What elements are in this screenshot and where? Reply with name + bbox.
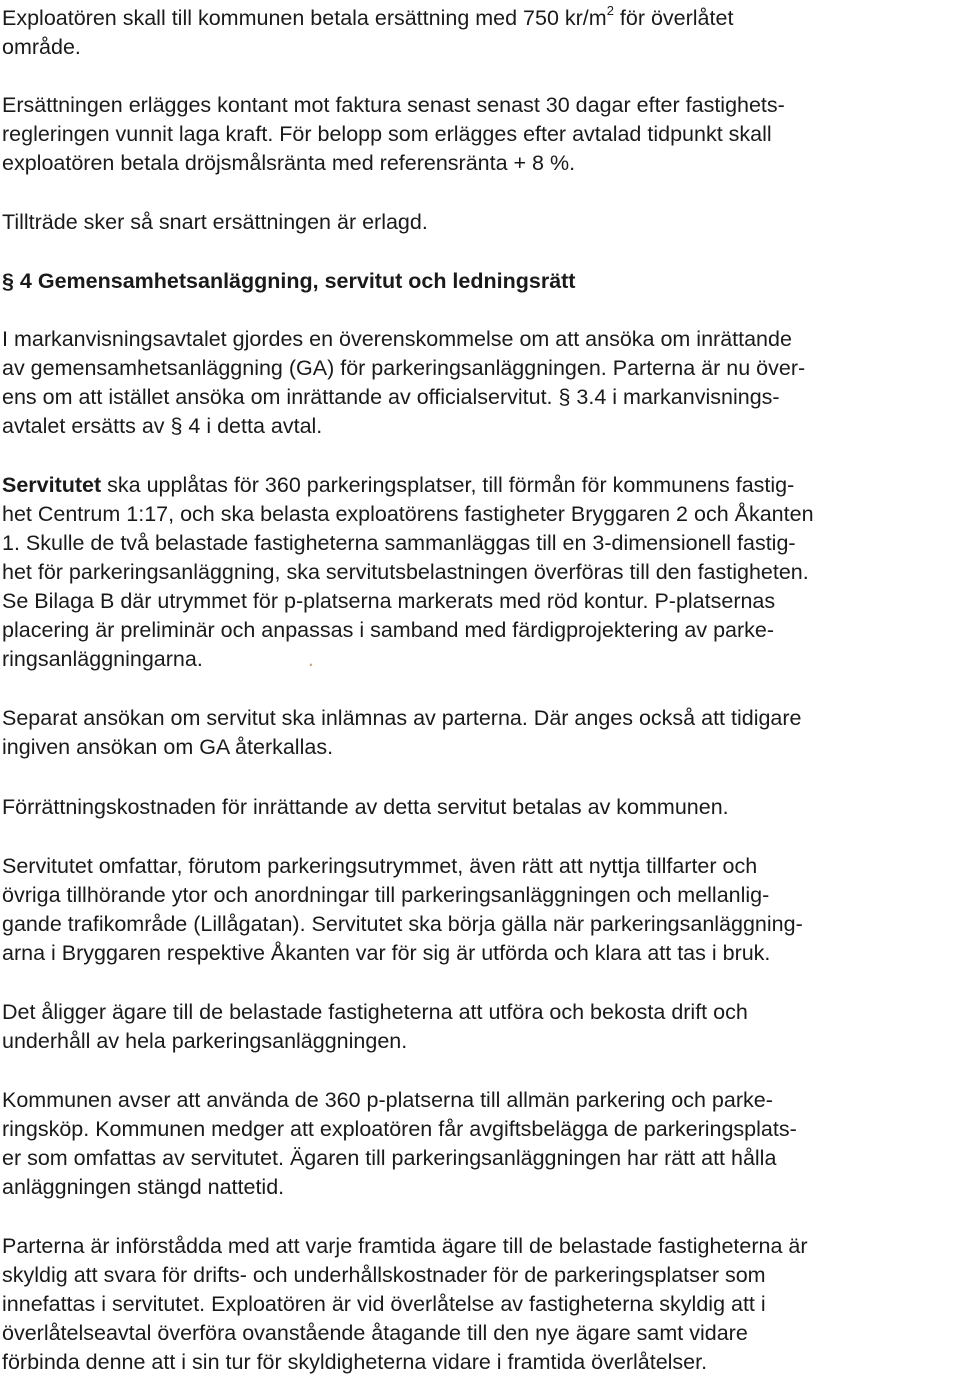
p1-line-1-text: Exploatören skall till kommunen betala ersättning med 750 kr/m (2, 6, 607, 30)
p7-line: Förrättningskostnaden för inrättande av detta servitut betalas av kommunen. (2, 795, 729, 819)
section-heading: § 4 Gemensamhetsanläggning, servitut och ledningsrätt (2, 269, 576, 293)
orange-dot: . (307, 647, 314, 671)
p5-line-3: 1. Skulle de två belastade fastigheterna sammanläggas till en 3-dimensionell fastig- (2, 531, 796, 555)
p9-line-1: Det åligger ägare till de belastade fastigheterna att utföra och bekosta drift och (2, 1000, 748, 1024)
p9-line-2: underhåll av hela parkeringsanläggningen. (2, 1029, 408, 1053)
p6-line-2: ingiven ansökan om GA återkallas. (2, 735, 334, 759)
p4-line-1: I markanvisningsavtalet gjordes en överenskommelse om att ansöka om inrättande (2, 327, 792, 351)
p5-last-line-text: ringsanläggningarna. (2, 647, 203, 671)
p10-line-1: Kommunen avser att använda de 360 p-platserna till allmän parkering och parke- (2, 1088, 773, 1112)
p10-line-4: anläggningen stängd nattetid. (2, 1175, 285, 1199)
p6-line-1: Separat ansökan om servitut ska inlämnas av parterna. Där anges också att tidigare (2, 706, 802, 730)
p5-line-2: het Centrum 1:17, och ska belasta exploatörens fastigheter Bryggaren 2 och Åkanten (2, 502, 814, 526)
p2-line-3: exploatören betala dröjsmålsränta med referensränta + 8 %. (2, 151, 576, 175)
p3-line: Tillträde sker så snart ersättningen är erlagd. (2, 210, 428, 234)
p5-line-6: placering är preliminär och anpassas i samband med färdigprojektering av parke- (2, 618, 775, 642)
p8-line-2: övriga tillhörande ytor och anordningar till parkeringsanläggningen och mellanlig- (2, 883, 770, 907)
p8-line-3: gande trafikområde (Lillågatan). Servitutet ska börja gälla när parkeringsanläggning- (2, 912, 803, 936)
p5-line-4: het för parkeringsanläggning, ska servitutsbelastningen överföras till den fastigheten. (2, 560, 809, 584)
p11-line-5: förbinda denne att i sin tur för skyldigheterna vidare i framtida överlåtelser. (2, 1350, 708, 1374)
p10-line-2: ringsköp. Kommunen medger att exploatören får avgiftsbelägga de parkeringsplats- (2, 1117, 797, 1141)
p11-line-2: skyldig att svara för drifts- och underhållskostnader för de parkeringsplatser som (2, 1263, 766, 1287)
p5-line-7 (2, 646, 314, 672)
servitutet-bold: Servitutet (2, 473, 102, 497)
p11-line-3: innefattas i servitutet. Exploatören är vid överlåtelse av fastigheterna skyldig att i (2, 1292, 766, 1316)
p11-line-1: Parterna är införstådda med att varje framtida ägare till de belastade fastigheterna är (2, 1234, 808, 1258)
p5-line-5: Se Bilaga B där utrymmet för p-platserna markerats med röd kontur. P-platsernas (2, 589, 776, 613)
p11-line-4: överlåtelseavtal överföra ovanstående åtagande till den nye ägare samt vidare (2, 1321, 748, 1345)
p8-line-4: arna i Bryggaren respektive Åkanten var för sig är utförda och klara att tas i bruk. (2, 941, 771, 965)
p1-line-1-end: för överlåtet (613, 6, 734, 30)
p1-line-1 (2, 2, 734, 31)
p4-line-4: avtalet ersätts av § 4 i detta avtal. (2, 414, 323, 438)
p1-line-2: område. (2, 35, 81, 59)
p5-line-1-rest: ska upplåtas för 360 parkeringsplatser, till förmån för kommunens fastig- (101, 473, 795, 497)
p2-line-2: regleringen vunnit laga kraft. För belopp som erlägges efter avtalad tidpunkt skall (2, 122, 772, 146)
p4-line-3: ens om att istället ansöka om inrättande av officialservitut. § 3.4 i markanvisnings- (2, 385, 780, 409)
superscript-2: 2 (606, 2, 614, 18)
p5-line-1 (2, 472, 794, 498)
p8-line-1: Servitutet omfattar, förutom parkeringsutrymmet, även rätt att nyttja tillfarter och (2, 854, 758, 878)
p4-line-2: av gemensamhetsanläggning (GA) för parkeringsanläggningen. Parterna är nu över- (2, 356, 806, 380)
p2-line-1: Ersättningen erlägges kontant mot faktura senast senast 30 dagar efter fastighets- (2, 93, 785, 117)
p10-line-3: er som omfattas av servitutet. Ägaren till parkeringsanläggningen har rätt att hålla (2, 1146, 777, 1170)
